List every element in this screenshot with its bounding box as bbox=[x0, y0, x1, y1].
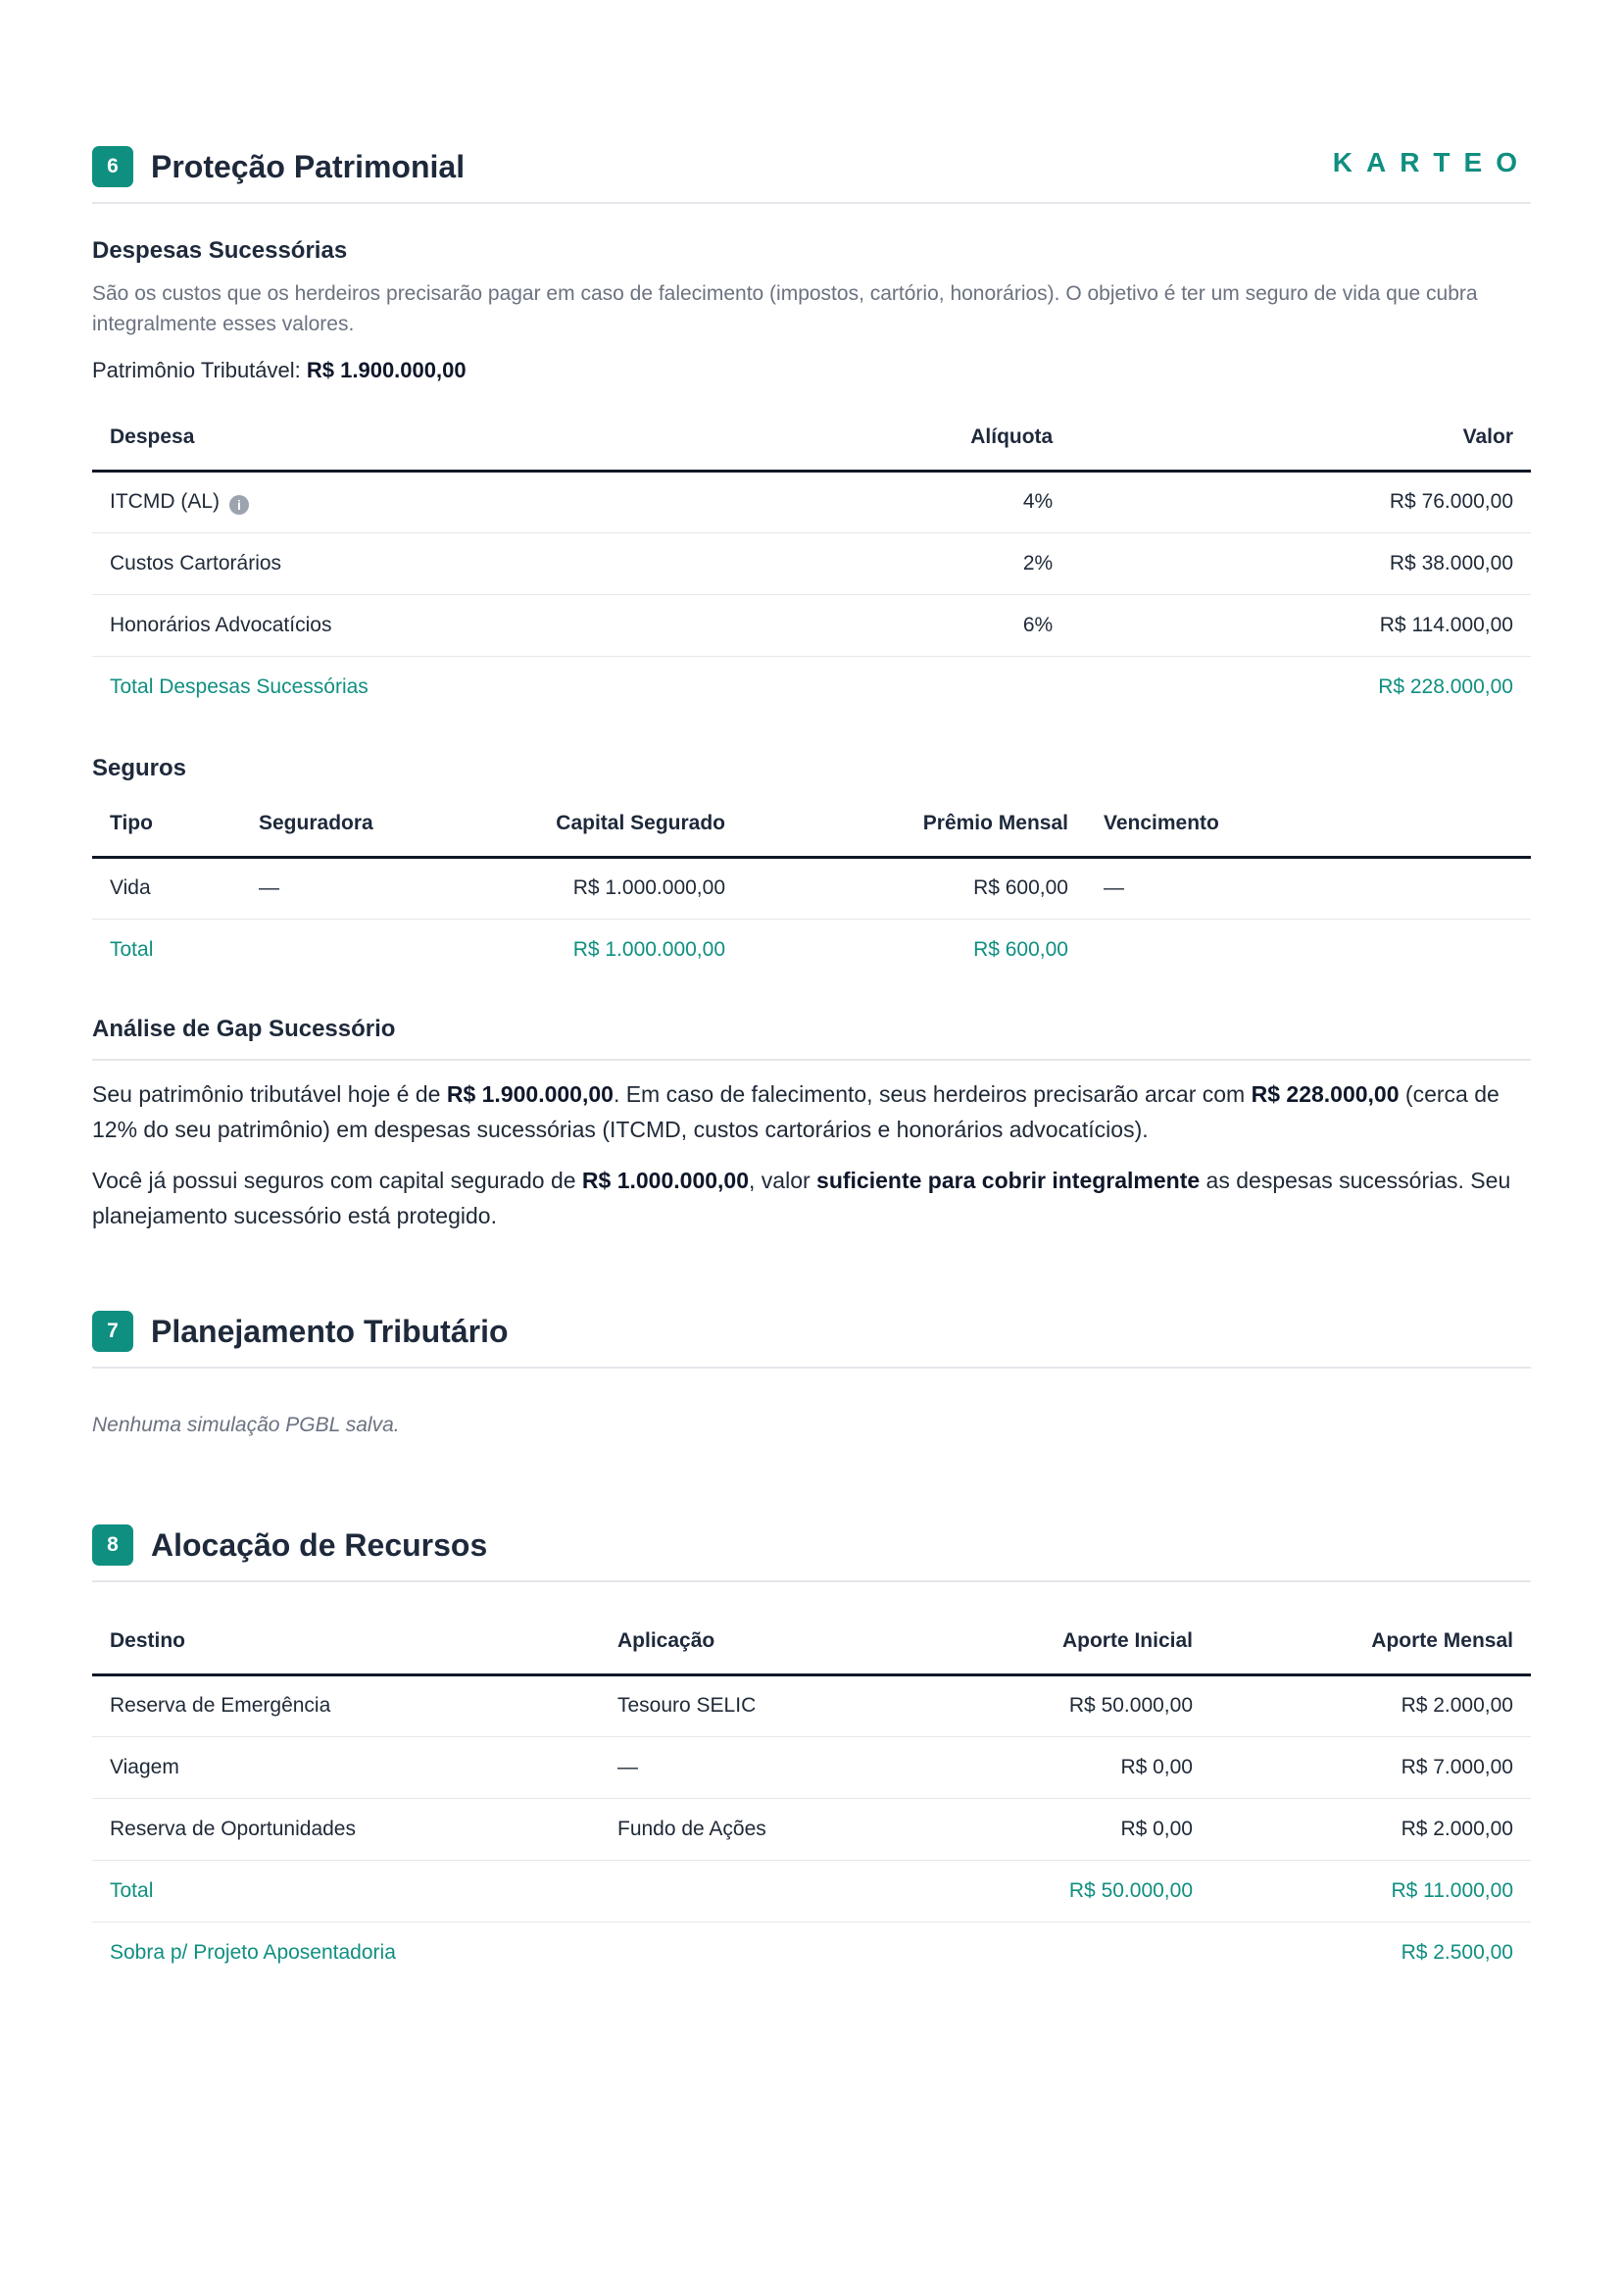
table-row bbox=[92, 1798, 1531, 1860]
gap-title: Análise de Gap Sucessório bbox=[92, 1016, 1531, 1061]
aporte-inicial: R$ 0,00 bbox=[923, 1798, 1210, 1860]
despesa-name: Custos Cartorários bbox=[92, 532, 812, 594]
despesa-aliquota: 2% bbox=[812, 532, 1070, 594]
seguro-tipo: Vida bbox=[92, 857, 241, 919]
seguros-table bbox=[92, 792, 1531, 980]
total-inicial: R$ 50.000,00 bbox=[923, 1860, 1210, 1922]
gap-analysis bbox=[92, 1016, 1531, 1233]
col-capital: Capital Segurado bbox=[535, 792, 743, 857]
despesa-valor: R$ 38.000,00 bbox=[1070, 532, 1531, 594]
aporte-mensal: R$ 7.000,00 bbox=[1210, 1736, 1531, 1798]
table-header-row bbox=[92, 1610, 1531, 1674]
aporte-mensal: R$ 2.000,00 bbox=[1210, 1674, 1531, 1736]
table-row bbox=[92, 1736, 1531, 1798]
aplicacao: Tesouro SELIC bbox=[600, 1674, 923, 1736]
section-protecao-patrimonial bbox=[92, 0, 1531, 1233]
section-planejamento-tributario bbox=[92, 1310, 1531, 1437]
despesa-valor: R$ 114.000,00 bbox=[1070, 594, 1531, 656]
gap-paragraph-1: Seu patrimônio tributável hoje é de R$ 1.900.000,00. Em caso de falecimento, seus herdeiros precisarão arcar com R$ 228.000,00 (cerca de 12% do seu patrimônio) em despesas sucessórias (ITCMD, custos cartorários e honorários advocatícios). bbox=[92, 1081, 1500, 1142]
aporte-inicial: R$ 50.000,00 bbox=[923, 1674, 1210, 1736]
section-header bbox=[92, 145, 1531, 204]
col-aplicacao: Aplicação bbox=[600, 1610, 923, 1674]
col-vencimento: Vencimento bbox=[1086, 792, 1531, 857]
despesa-name: Honorários Advocatícios bbox=[92, 594, 812, 656]
section-header bbox=[92, 1523, 1531, 1582]
total-row bbox=[92, 656, 1531, 718]
seguro-vencimento: — bbox=[1086, 857, 1531, 919]
table-row bbox=[92, 857, 1531, 919]
total-premio: R$ 600,00 bbox=[973, 937, 1068, 961]
seguro-premio: R$ 600,00 bbox=[743, 857, 1086, 919]
gap-paragraph-2: Você já possui seguros com capital segurado de R$ 1.000.000,00, valor suficiente para cobrir integralmente as despesas sucessórias. Seu planejamento sucessório está protegido. bbox=[92, 1168, 1511, 1228]
patrimonio-value: R$ 1.900.000,00 bbox=[306, 358, 467, 382]
patrimonio-tributavel bbox=[92, 353, 1531, 388]
total-row bbox=[92, 1860, 1531, 1922]
table-row bbox=[92, 532, 1531, 594]
alocacao-table bbox=[92, 1610, 1531, 1983]
aporte-inicial: R$ 0,00 bbox=[923, 1736, 1210, 1798]
info-icon[interactable]: i bbox=[229, 495, 249, 515]
table-header-row bbox=[92, 792, 1531, 857]
destino: Viagem bbox=[92, 1736, 600, 1798]
despesa-name: ITCMD (AL) bbox=[110, 489, 220, 513]
despesa-aliquota: 6% bbox=[812, 594, 1070, 656]
brand-logo: KARTEO bbox=[1332, 147, 1531, 177]
section-number-badge: 6 bbox=[92, 146, 133, 187]
empty-note: Nenhuma simulação PGBL salva. bbox=[92, 1414, 400, 1436]
section-alocacao-recursos bbox=[92, 1523, 1531, 1983]
destino: Reserva de Oportunidades bbox=[92, 1798, 600, 1860]
despesas-title: Despesas Sucessórias bbox=[92, 237, 348, 264]
table-row bbox=[92, 1674, 1531, 1736]
col-tipo: Tipo bbox=[92, 792, 241, 857]
section-title: Proteção Patrimonial bbox=[151, 148, 466, 184]
section-header bbox=[92, 1310, 1531, 1369]
section-number-badge: 7 bbox=[92, 1311, 133, 1352]
col-valor: Valor bbox=[1070, 406, 1531, 471]
total-value: R$ 228.000,00 bbox=[1378, 674, 1513, 698]
total-label: Total Despesas Sucessórias bbox=[110, 674, 369, 698]
section-title: Alocação de Recursos bbox=[151, 1526, 488, 1563]
sobra-row bbox=[92, 1922, 1531, 1983]
despesa-aliquota: 4% bbox=[812, 471, 1070, 532]
col-aporte-inicial: Aporte Inicial bbox=[923, 1610, 1210, 1674]
seguro-seguradora: — bbox=[241, 857, 535, 919]
sobra-label: Sobra p/ Projeto Aposentadoria bbox=[110, 1940, 396, 1964]
table-row bbox=[92, 471, 1531, 532]
section-number-badge: 8 bbox=[92, 1524, 133, 1566]
destino: Reserva de Emergência bbox=[92, 1674, 600, 1736]
section-title: Planejamento Tributário bbox=[151, 1313, 509, 1349]
despesas-table bbox=[92, 406, 1531, 718]
aporte-mensal: R$ 2.000,00 bbox=[1210, 1798, 1531, 1860]
sobra-value: R$ 2.500,00 bbox=[1401, 1940, 1513, 1964]
patrimonio-label: Patrimônio Tributável: bbox=[92, 358, 301, 382]
total-label: Total bbox=[110, 937, 154, 961]
aplicacao: — bbox=[600, 1736, 923, 1798]
col-aliquota: Alíquota bbox=[812, 406, 1070, 471]
table-row bbox=[92, 594, 1531, 656]
col-destino: Destino bbox=[92, 1610, 600, 1674]
aplicacao: Fundo de Ações bbox=[600, 1798, 923, 1860]
table-header-row bbox=[92, 406, 1531, 471]
col-aporte-mensal: Aporte Mensal bbox=[1210, 1610, 1531, 1674]
despesas-description: São os custos que os herdeiros precisarão pagar em caso de falecimento (impostos, cartório, honorários). O objetivo é ter um seguro de vida que cubra integralmente esses valores. bbox=[92, 282, 1478, 335]
total-capital: R$ 1.000.000,00 bbox=[572, 937, 725, 961]
seguros-title: Seguros bbox=[92, 755, 187, 781]
total-mensal: R$ 11.000,00 bbox=[1210, 1860, 1531, 1922]
despesa-valor: R$ 76.000,00 bbox=[1070, 471, 1531, 532]
col-despesa: Despesa bbox=[92, 406, 812, 471]
seguro-capital: R$ 1.000.000,00 bbox=[535, 857, 743, 919]
total-label: Total bbox=[92, 1860, 600, 1922]
col-premio: Prêmio Mensal bbox=[743, 792, 1086, 857]
col-seguradora: Seguradora bbox=[241, 792, 535, 857]
total-row bbox=[92, 919, 1531, 980]
